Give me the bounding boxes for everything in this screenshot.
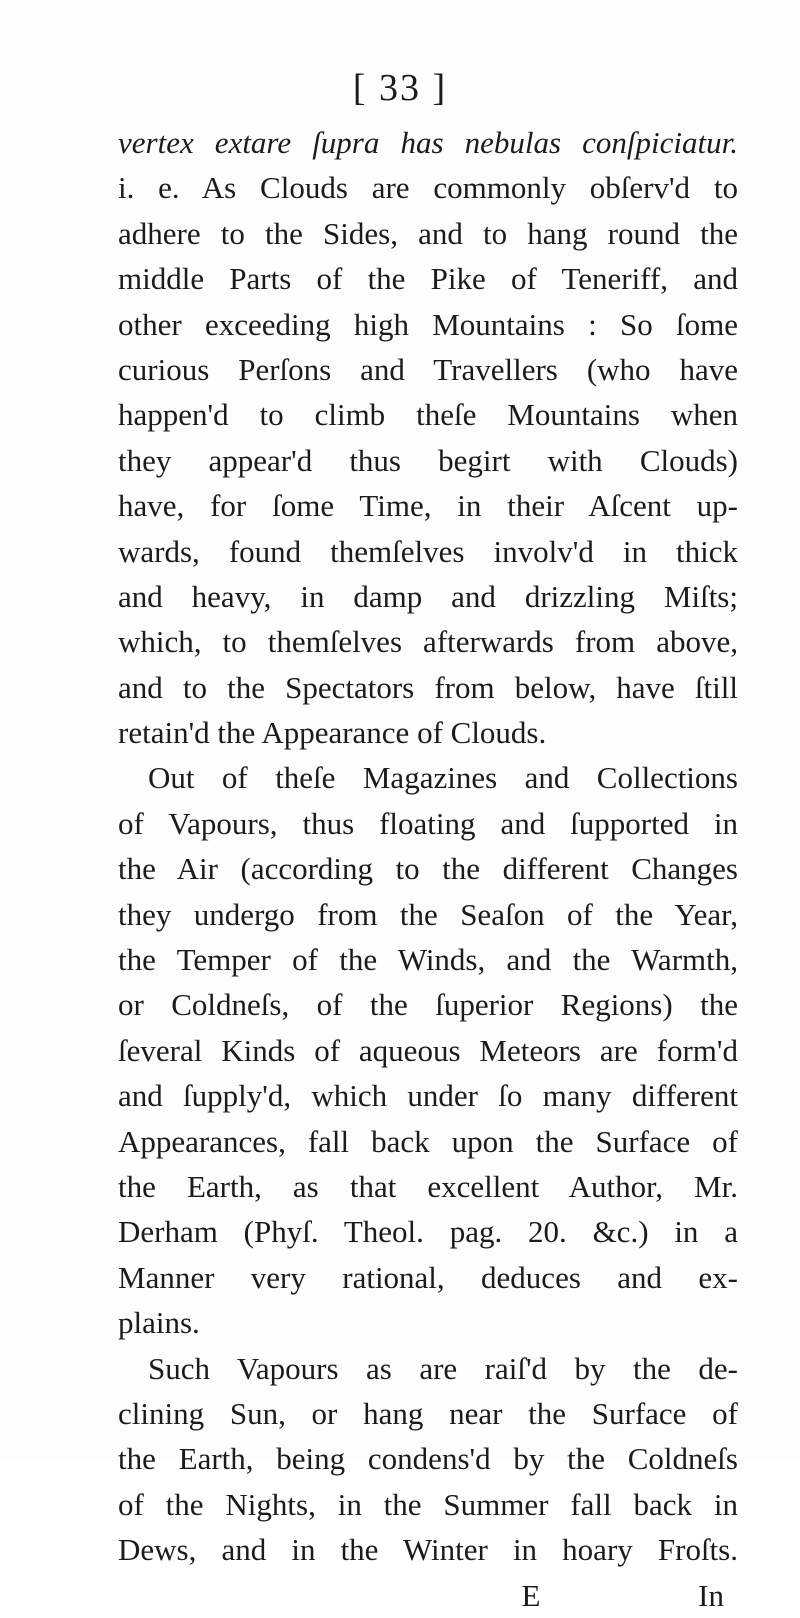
text-line: or Coldneſs, of the ſuperior Regions) the	[118, 987, 738, 1023]
text-line: Out of theſe Magazines and Collections	[148, 760, 738, 796]
text-line: Derham (Phyſ. Theol. pag. 20. &c.) in a	[118, 1214, 738, 1250]
text-line: they undergo from the Seaſon of the Year,	[118, 896, 738, 932]
footer-line	[118, 1573, 738, 1618]
text-line: which, to themſelves afterwards from above,	[118, 624, 738, 660]
text-line: other exceeding high Mountains : So ſome	[118, 306, 738, 342]
text-line: the Temper of the Winds, and the Warmth,	[118, 942, 738, 978]
text-line: and to the Spectators from below, have ſtill	[118, 669, 738, 705]
text-line: Manner very rational, deduces and ex-	[118, 1259, 738, 1295]
text-line: of Vapours, thus floating and ſupported in	[118, 805, 738, 841]
text-line: of the Nights, in the Summer fall back in	[118, 1486, 738, 1522]
text-line: the Air (according to the different Changes	[118, 851, 738, 887]
signature-mark: E	[521, 1577, 541, 1613]
text-line: Dews, and in the Winter in hoary Froſts.	[118, 1532, 738, 1568]
text-line: have, for ſome Time, in their Aſcent up-	[118, 488, 738, 524]
text-line: and heavy, in damp and drizzling Miſts;	[118, 578, 738, 614]
text-line: i. e. As Clouds are commonly obſerv'd to	[118, 170, 738, 206]
text-line: clining Sun, or hang near the Surface of	[118, 1395, 738, 1431]
text-line: Such Vapours as are raiſ'd by the de-	[148, 1350, 738, 1386]
text-line: the Earth, as that excellent Author, Mr.	[118, 1168, 738, 1204]
page-number: [ 33 ]	[352, 67, 448, 109]
catchword: In	[698, 1577, 724, 1613]
text-line: wards, found themſelves involv'd in thick	[118, 533, 738, 569]
text-line: adhere to the Sides, and to hang round the	[118, 215, 738, 251]
text-line: plains.	[118, 1305, 200, 1341]
text-line: the Earth, being condens'd by the Coldneſs	[118, 1441, 738, 1477]
text-line: middle Parts of the Pike of Teneriff, and	[118, 261, 738, 297]
text-line: happen'd to climb theſe Mountains when	[118, 397, 738, 433]
text-line: curious Perſons and Travellers (who have	[118, 351, 738, 387]
text-line: they appear'd thus begirt with Clouds)	[118, 442, 738, 478]
text-line: Appearances, fall back upon the Surface of	[118, 1123, 738, 1159]
body-text	[118, 120, 738, 1618]
text-line: ſeveral Kinds of aqueous Meteors are form'd	[118, 1032, 738, 1068]
text-line: vertex extare ſupra has nebulas conſpiciatur.	[118, 125, 738, 160]
text-line: retain'd the Appearance of Clouds.	[118, 715, 547, 751]
text-line: and ſupply'd, which under ſo many different	[118, 1078, 738, 1114]
